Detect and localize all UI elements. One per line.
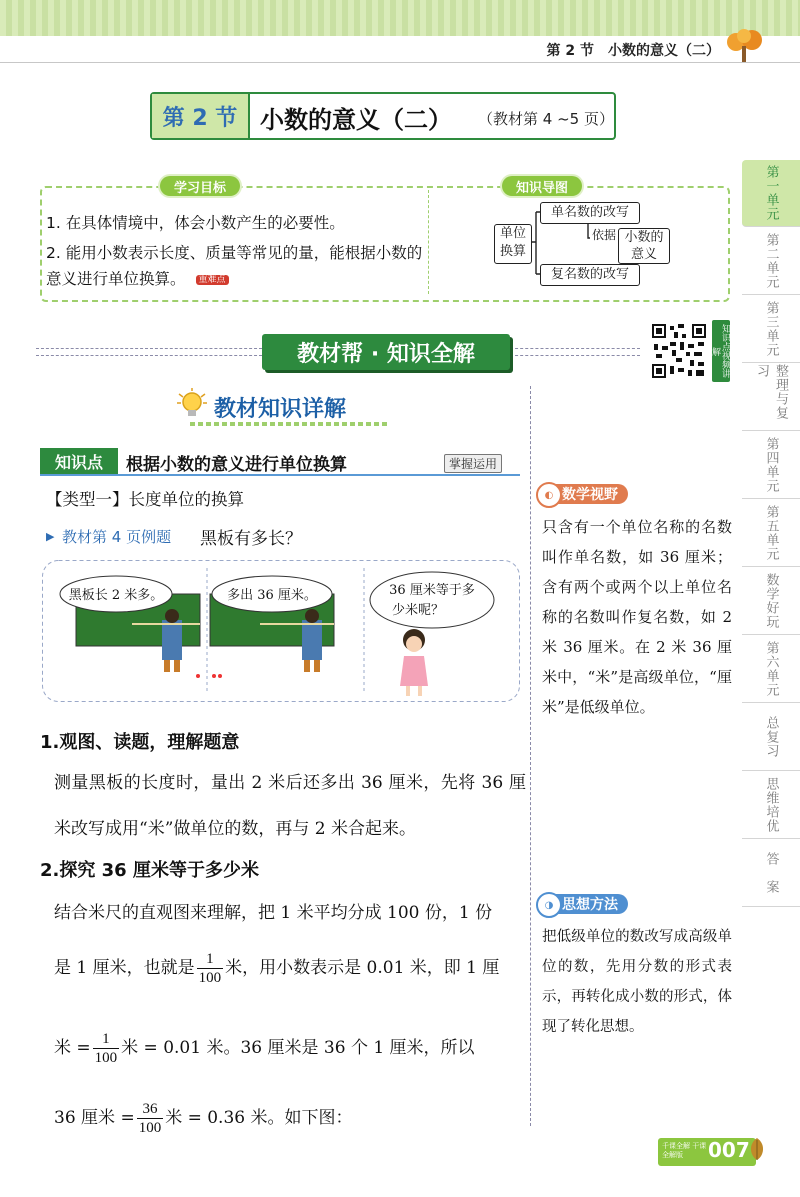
tab-label: 思维培优 — [763, 777, 779, 833]
step-2-line-1: 结合米尺的直观图来理解，把 1 米平均分成 100 份，1 份 — [54, 903, 493, 923]
tab-label: 整理与复习 — [754, 364, 788, 420]
fraction-36-100 — [137, 1100, 164, 1137]
tab-thinking[interactable] — [742, 772, 800, 839]
speech-bubble-3b: 少米呢？ — [391, 603, 445, 618]
knowledge-point-title: 根据小数的意义进行单位换算 — [126, 455, 347, 475]
mindmap-unit-conversion: 单位换算 — [494, 224, 532, 264]
mindmap-compound-name: 复名数的改写 — [540, 264, 640, 286]
step-1-text: 测量黑板的长度时，量出 2 米后还多出 36 厘米，先将 36 厘米改写成用“米”做单位的数，再与 2 米合起来。 — [54, 773, 526, 839]
example-reference: 教材第 4 页例题 — [62, 528, 172, 546]
lightbulb-small-icon: ◑ — [536, 892, 562, 918]
speech-bubble-3a: 36 厘米等于多 — [389, 583, 475, 598]
step-2-line-3b: 米 = 0.01 米。36 厘米是 36 个 1 厘米，所以 — [121, 1038, 475, 1058]
type-one-heading: 【类型一】长度单位的换算 — [46, 490, 244, 509]
step-2-line-4 — [54, 1094, 526, 1142]
tab-math-fun[interactable] — [742, 568, 800, 635]
leaf-icon — [746, 1136, 768, 1162]
tab-label: 第四单元 — [763, 437, 779, 493]
tab-unit-6[interactable] — [742, 636, 800, 703]
fraction-denominator: 100 — [198, 970, 222, 986]
tab-unit-3[interactable] — [742, 296, 800, 363]
step-2-heading: 2.探究 36 厘米等于多少米 — [40, 860, 259, 881]
step-2-line-2b: 米，用小数表示是 0.01 米，即 1 厘 — [225, 958, 500, 978]
tab-final-review[interactable] — [742, 704, 800, 771]
tab-label: 总复习 — [763, 716, 779, 758]
column-divider — [530, 386, 531, 1126]
footer-brand: 千课全解 干课全解版 — [662, 1142, 707, 1159]
example-question: 黑板有多长？ — [200, 529, 302, 549]
running-header: 第 2 节 小数的意义（二） — [546, 43, 720, 59]
speech-bubble-2: 多出 36 厘米。 — [227, 588, 317, 603]
textbook-page-ref: （教材第 4 ~5 页） — [478, 110, 614, 128]
goals-divider — [428, 190, 429, 294]
thinking-method-text: 把低级单位的数改写成高级单位的数，先用分数的形式表示，再转化成小数的形式，体现了转化思想。 — [542, 929, 732, 1035]
section-title-box — [150, 92, 616, 140]
fraction-denominator: 100 — [138, 1120, 162, 1136]
goal-item-2-text: 2. 能用小数表示长度、质量等常见的量，能根据小数的意义进行单位换算。 — [46, 244, 423, 288]
tab-label: 数学好玩 — [763, 573, 779, 629]
textbook-help-banner: 教材帮 · 知识全解 — [262, 334, 510, 370]
knowledge-map-tag: 知识导图 — [502, 176, 582, 196]
qr-code-icon[interactable] — [650, 322, 708, 380]
tab-answers[interactable] — [742, 840, 800, 907]
step-2-line-4b: 米 = 0.36 米。如下图： — [165, 1108, 353, 1128]
mindmap-decimal-meaning: 小数的意义 — [618, 228, 670, 264]
fraction-numerator: 1 — [93, 1030, 120, 1049]
unit-side-tabs — [742, 160, 800, 920]
top-decorative-band — [0, 0, 800, 36]
tree-icon — [722, 28, 768, 64]
step-2-line-2a: 是 1 厘米，也就是 — [54, 958, 195, 978]
section-number: 第 2 节 — [152, 94, 250, 138]
banner-rule-left — [36, 348, 262, 356]
step-2-line-2 — [54, 944, 526, 992]
tab-label: 第一单元 — [763, 165, 779, 221]
step-2-line-4a: 36 厘米 = — [54, 1108, 135, 1128]
banner-rule-right — [510, 348, 640, 356]
knowledge-point-tag: 知识点 — [40, 448, 118, 474]
tab-label: 第二单元 — [763, 233, 779, 289]
mastery-badge: 掌握运用 — [444, 454, 502, 473]
fraction-1-100-b — [93, 1030, 120, 1067]
math-view-tag — [540, 484, 628, 504]
goal-item-2 — [46, 240, 426, 293]
details-title: 教材知识详解 — [214, 397, 347, 422]
fraction-numerator: 36 — [137, 1100, 164, 1119]
details-underline — [190, 422, 390, 426]
tab-review[interactable] — [742, 364, 800, 431]
fraction-1-100-a — [197, 950, 224, 987]
triangle-marker-icon: ▶ — [46, 530, 55, 543]
speech-bubble-1: 黑板长 2 米多。 — [68, 588, 164, 603]
mindmap-basis-label: 依据 — [592, 228, 617, 242]
magnifier-icon: ◐ — [536, 482, 562, 508]
tab-unit-4[interactable] — [742, 432, 800, 499]
step-2-line-3 — [54, 1024, 526, 1072]
tab-unit-1[interactable] — [742, 160, 800, 227]
fraction-numerator: 1 — [197, 950, 224, 969]
section-title: 小数的意义（二） — [260, 106, 452, 134]
thinking-method-label: 思想方法 — [562, 897, 618, 913]
tab-unit-5[interactable] — [742, 500, 800, 567]
tab-label: 第五单元 — [763, 505, 779, 561]
page-number: 007 — [708, 1138, 750, 1162]
goal-item-1: 1. 在具体情境中，体会小数产生的必要性。 — [46, 214, 345, 232]
math-view-label: 数学视野 — [562, 487, 618, 503]
tab-unit-2[interactable] — [742, 228, 800, 295]
math-view-text: 只含有一个单位名称的名数叫作单名数，如 36 厘米；含有两个或两个以上单位名称的名数叫作复名数，如 2 米 36 厘米。在 2 米 36 厘米中，“米”是高级单位，“厘米”是低级单位。 — [542, 518, 732, 716]
key-difficulty-badge: 重难点 — [196, 275, 229, 285]
learning-goals-tag: 学习目标 — [160, 176, 240, 196]
fraction-denominator: 100 — [94, 1050, 118, 1066]
tab-label: 第三单元 — [763, 301, 779, 357]
step-2-line-3a: 米 = — [54, 1038, 91, 1058]
lightbulb-icon — [176, 388, 208, 426]
step-1-heading: 1.观图、读题，理解题意 — [40, 732, 240, 753]
qr-caption: 知识点视频讲解 — [712, 320, 730, 382]
tab-label: 答 案 — [763, 852, 779, 894]
blackboard-illustration — [42, 560, 520, 702]
tab-label: 第六单元 — [763, 641, 779, 697]
thinking-method-tag — [540, 894, 628, 914]
mindmap-single-name: 单名数的改写 — [540, 202, 640, 224]
